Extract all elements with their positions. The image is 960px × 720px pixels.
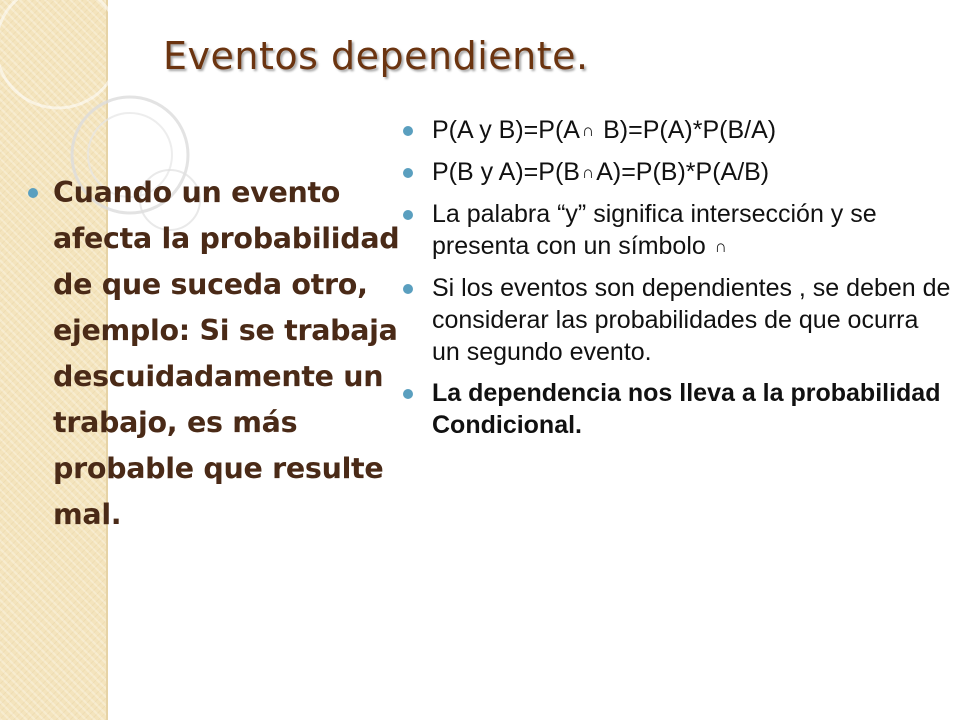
right-column <box>402 114 952 450</box>
bullet-dot-icon <box>403 126 413 136</box>
formula-1-start: P(A y B)=P(A <box>432 116 580 144</box>
bullet-dot-icon <box>403 168 413 178</box>
definition-text: La palabra “y” significa intersección y se presenta con un símbolo <box>432 200 877 260</box>
formula-2-start: P(B y A)=P(B <box>432 158 580 186</box>
left-column <box>28 170 413 538</box>
conditional-probability-item <box>402 377 952 441</box>
bullet-dot-icon <box>403 284 413 294</box>
bullet-dot-icon <box>403 210 413 220</box>
conditional-probability-text: La dependencia nos lleva a la probabilidad Condicional. <box>432 379 941 439</box>
dependent-events-item <box>402 272 952 368</box>
intersection-symbol: ∩ <box>581 121 595 140</box>
dependent-events-text: Si los eventos son dependientes , se deben de considerar las probabilidades de que ocurra un segundo evento. <box>432 274 951 366</box>
intersection-symbol: ∩ <box>581 163 595 182</box>
intersection-symbol: ∩ <box>714 237 727 256</box>
left-bullet-item <box>28 170 413 538</box>
intersection-definition-item <box>402 198 952 263</box>
left-bullet-text: Cuando un evento afecta la probabilidad de que suceda otro, ejemplo: Si se trabaja descuidadamente un trabajo, es más probable que resulte mal. <box>53 176 400 531</box>
formula-item-1 <box>402 114 952 147</box>
slide-title: Eventos dependiente. <box>163 34 589 78</box>
formula-1-end: B)=P(A)*P(B/A) <box>596 116 777 144</box>
formula-2-end: A)=P(B)*P(A/B) <box>596 158 770 186</box>
bullet-dot-icon <box>28 188 38 198</box>
bullet-dot-icon <box>403 389 413 399</box>
formula-item-2 <box>402 156 952 189</box>
